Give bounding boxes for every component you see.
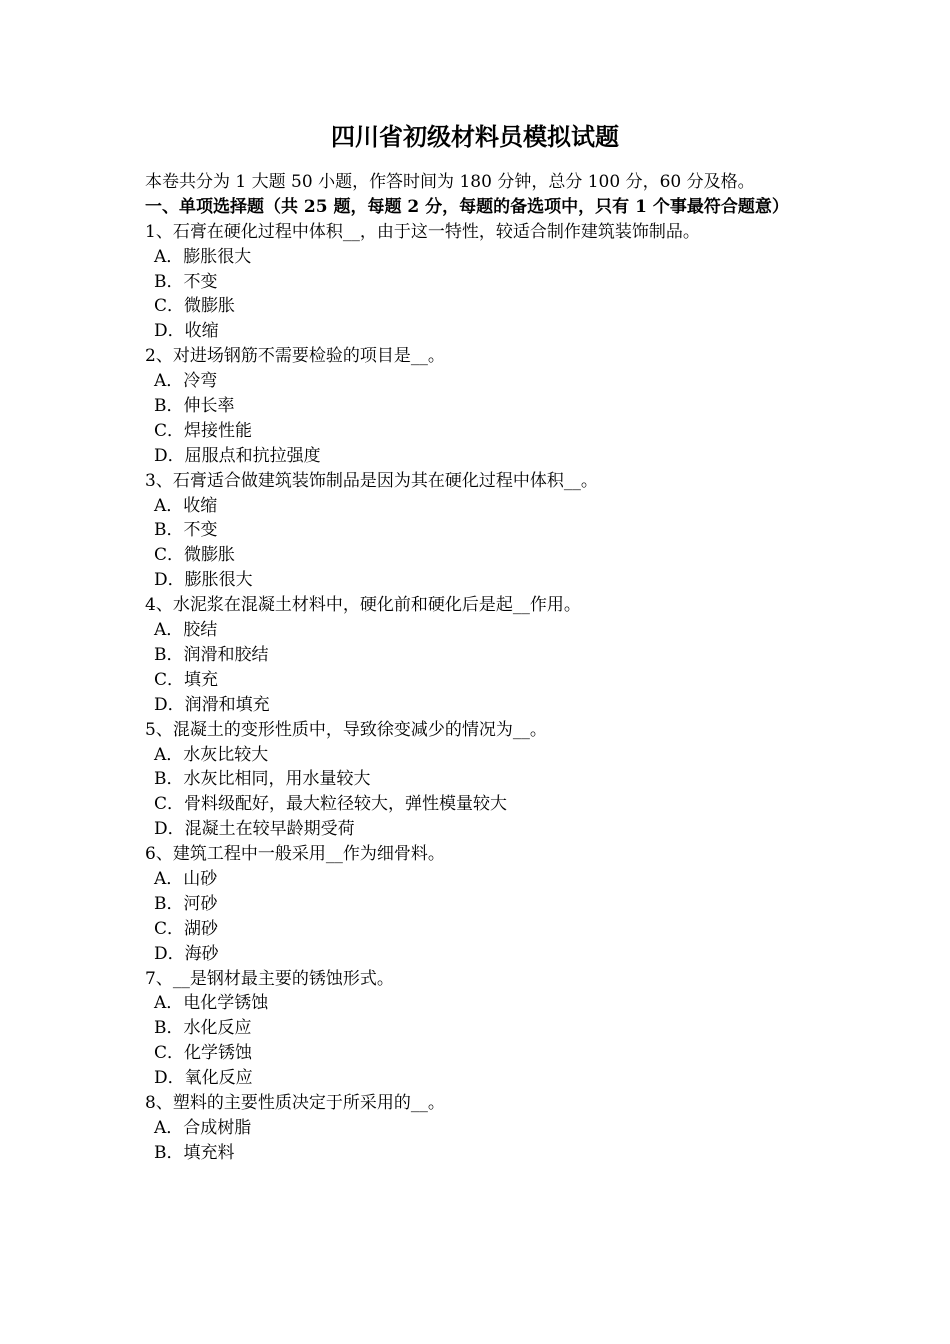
answer-option: C．焊接性能: [154, 420, 253, 441]
answer-option: A．合成树脂: [154, 1117, 252, 1138]
question-item: [145, 469, 810, 593]
question-stem: 8、塑料的主要性质决定于所采用的__。: [145, 1092, 445, 1113]
answer-option: B．不变: [154, 271, 218, 292]
question-stem: 5、混凝土的变形性质中，导致徐变减少的情况为__。: [145, 719, 547, 740]
question-item: [145, 220, 810, 344]
answer-option: D．收缩: [154, 321, 219, 342]
answer-option: D．混凝土在较早龄期受荷: [154, 819, 355, 840]
question-stem: 7、__是钢材最主要的锈蚀形式。: [145, 968, 394, 989]
answer-option: C．湖砂: [154, 918, 219, 939]
exam-intro: 本卷共分为 1 大题 50 小题，作答时间为 180 分钟，总分 100 分，60 分及格。: [145, 172, 755, 192]
question-list: [145, 220, 810, 1166]
question-item: [145, 1091, 810, 1166]
answer-option: A．膨胀很大: [154, 246, 252, 267]
answer-option: D．润滑和填充: [154, 694, 270, 715]
question-item: [145, 718, 810, 842]
answer-option: A．山砂: [154, 868, 218, 889]
answer-option: C．微膨胀: [154, 296, 236, 317]
question-stem: 3、石膏适合做建筑装饰制品是因为其在硬化过程中体积__。: [145, 470, 598, 491]
section-heading: 一、单项选择题（共 25 题，每题 2 分，每题的备选项中，只有 1 个事最符合题意）: [145, 196, 789, 217]
answer-option: D．膨胀很大: [154, 570, 253, 591]
question-item: [145, 842, 810, 966]
question-stem: 2、对进场钢筋不需要检验的项目是__。: [145, 346, 445, 367]
answer-option: C．填充: [154, 669, 219, 690]
answer-option: D．氧化反应: [154, 1068, 253, 1089]
answer-option: B．润滑和胶结: [154, 644, 269, 665]
question-stem: 1、石膏在硬化过程中体积__，由于这一特性，较适合制作建筑装饰制品。: [145, 221, 700, 242]
question-stem: 6、建筑工程中一般采用__作为细骨料。: [145, 844, 445, 865]
question-item: [145, 344, 810, 468]
question-item: [145, 593, 810, 717]
question-stem: 4、水泥浆在混凝土材料中，硬化前和硬化后是起__作用。: [145, 595, 581, 616]
answer-option: C．微膨胀: [154, 545, 236, 566]
answer-option: A．冷弯: [154, 371, 218, 392]
answer-option: B．伸长率: [154, 396, 235, 417]
answer-option: D．屈服点和抗拉强度: [154, 445, 321, 466]
answer-option: B．水化反应: [154, 1018, 252, 1039]
answer-option: C．骨料级配好，最大粒径较大，弹性模量较大: [154, 794, 508, 815]
answer-option: B．河砂: [154, 893, 218, 914]
answer-option: D．海砂: [154, 943, 219, 964]
question-item: [145, 967, 810, 1091]
answer-option: B．水灰比相同，用水量较大: [154, 769, 371, 790]
answer-option: A．收缩: [154, 495, 218, 516]
answer-option: C．化学锈蚀: [154, 1043, 253, 1064]
answer-option: B．不变: [154, 520, 218, 541]
exam-content: [145, 170, 810, 1166]
answer-option: A．胶结: [154, 620, 218, 641]
page-title: 四川省初级材料员模拟试题: [331, 122, 619, 151]
answer-option: A．电化学锈蚀: [154, 993, 269, 1014]
answer-option: B．填充料: [154, 1142, 235, 1163]
answer-option: A．水灰比较大: [154, 744, 269, 765]
